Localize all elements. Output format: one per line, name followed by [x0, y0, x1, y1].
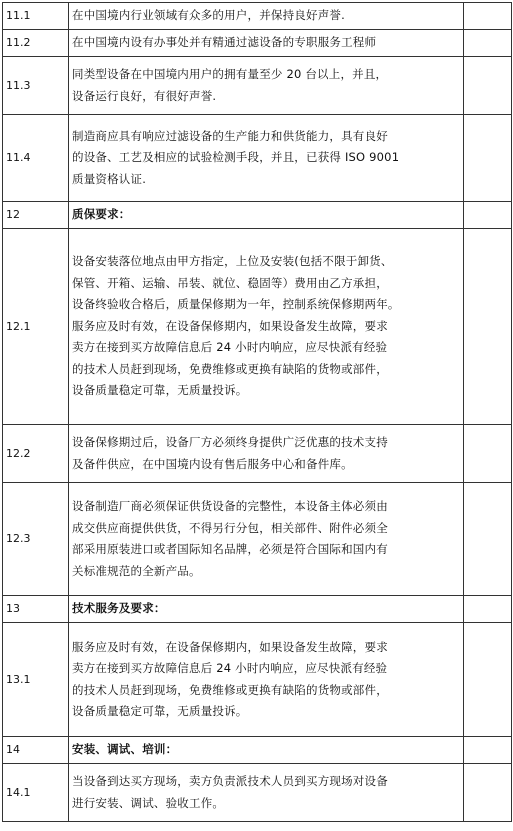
clause-number: 12.2	[3, 425, 69, 483]
empty-cell	[464, 623, 512, 737]
section-heading: 安装、调试、培训：	[69, 737, 464, 764]
clause-text: 在中国境内行业领域有众多的用户，并保持良好声誉.	[69, 3, 464, 30]
table-row	[3, 483, 512, 596]
empty-cell	[464, 596, 512, 623]
requirements-table-body	[3, 3, 512, 822]
empty-cell	[464, 229, 512, 425]
empty-cell	[464, 764, 512, 822]
clause-number: 13	[3, 596, 69, 623]
table-row	[3, 202, 512, 229]
clause-text: 服务应及时有效，在设备保修期内，如果设备发生故障，要求 卖方在接到买方故障信息后 24 小时内响应，应尽快派有经验 的技术人员赶到现场，免费维修或更换有缺陷的货物或部件， 设备质量稳定可靠，无质量投诉。	[69, 623, 464, 737]
table-row	[3, 115, 512, 202]
requirements-table	[2, 2, 512, 822]
table-row	[3, 3, 512, 30]
clause-text: 设备保修期过后，设备厂方必须终身提供广泛优惠的技术支持 及备件供应，在中国境内设有售后服务中心和备件库。	[69, 425, 464, 483]
table-row	[3, 30, 512, 57]
clause-number: 11.4	[3, 115, 69, 202]
clause-number: 13.1	[3, 623, 69, 737]
table-row	[3, 737, 512, 764]
clause-number: 12.3	[3, 483, 69, 596]
empty-cell	[464, 202, 512, 229]
section-heading: 质保要求：	[69, 202, 464, 229]
empty-cell	[464, 57, 512, 115]
empty-cell	[464, 115, 512, 202]
table-row	[3, 623, 512, 737]
empty-cell	[464, 483, 512, 596]
table-row	[3, 596, 512, 623]
clause-number: 12	[3, 202, 69, 229]
table-row	[3, 764, 512, 822]
empty-cell	[464, 30, 512, 57]
empty-cell	[464, 3, 512, 30]
clause-number: 11.1	[3, 3, 69, 30]
section-heading: 技术服务及要求：	[69, 596, 464, 623]
table-row	[3, 229, 512, 425]
table-row	[3, 425, 512, 483]
clause-text: 设备制造厂商必须保证供货设备的完整性，本设备主体必须由 成交供应商提供供货，不得另行分包，相关部件、附件必须全 部采用原装进口或者国际知名品牌，必须是符合国际和国内有 关标准规范的全新产品。	[69, 483, 464, 596]
clause-number: 11.2	[3, 30, 69, 57]
clause-text: 当设备到达买方现场，卖方负责派技术人员到买方现场对设备 进行安装、调试、验收工作。	[69, 764, 464, 822]
clause-number: 12.1	[3, 229, 69, 425]
empty-cell	[464, 737, 512, 764]
clause-number: 11.3	[3, 57, 69, 115]
clause-text: 同类型设备在中国境内用户的拥有量至少 20 台以上，并且， 设备运行良好，有很好声誉.	[69, 57, 464, 115]
clause-number: 14	[3, 737, 69, 764]
clause-text: 制造商应具有响应过滤设备的生产能力和供货能力，具有良好 的设备、工艺及相应的试验检测手段，并且，已获得 ISO 9001 质量资格认证.	[69, 115, 464, 202]
empty-cell	[464, 425, 512, 483]
clause-number: 14.1	[3, 764, 69, 822]
table-row	[3, 57, 512, 115]
clause-text: 在中国境内设有办事处并有精通过滤设备的专职服务工程师	[69, 30, 464, 57]
clause-text: 设备安装落位地点由甲方指定，上位及安装(包括不限于卸货、 保管、开箱、运输、吊装、就位、稳固等）费用由乙方承担， 设备终验收合格后，质量保修期为一年，控制系统保修期两年。 服务应及时有效，在设备保修期内，如果设备发生故障，要求 卖方在接到买方故障信息后 24 小时内响应，应尽快派有经验 的技术人员赶到现场，免费维修或更换有缺陷的货物或部件， 设备质量稳定可靠，无质量投诉。	[69, 229, 464, 425]
